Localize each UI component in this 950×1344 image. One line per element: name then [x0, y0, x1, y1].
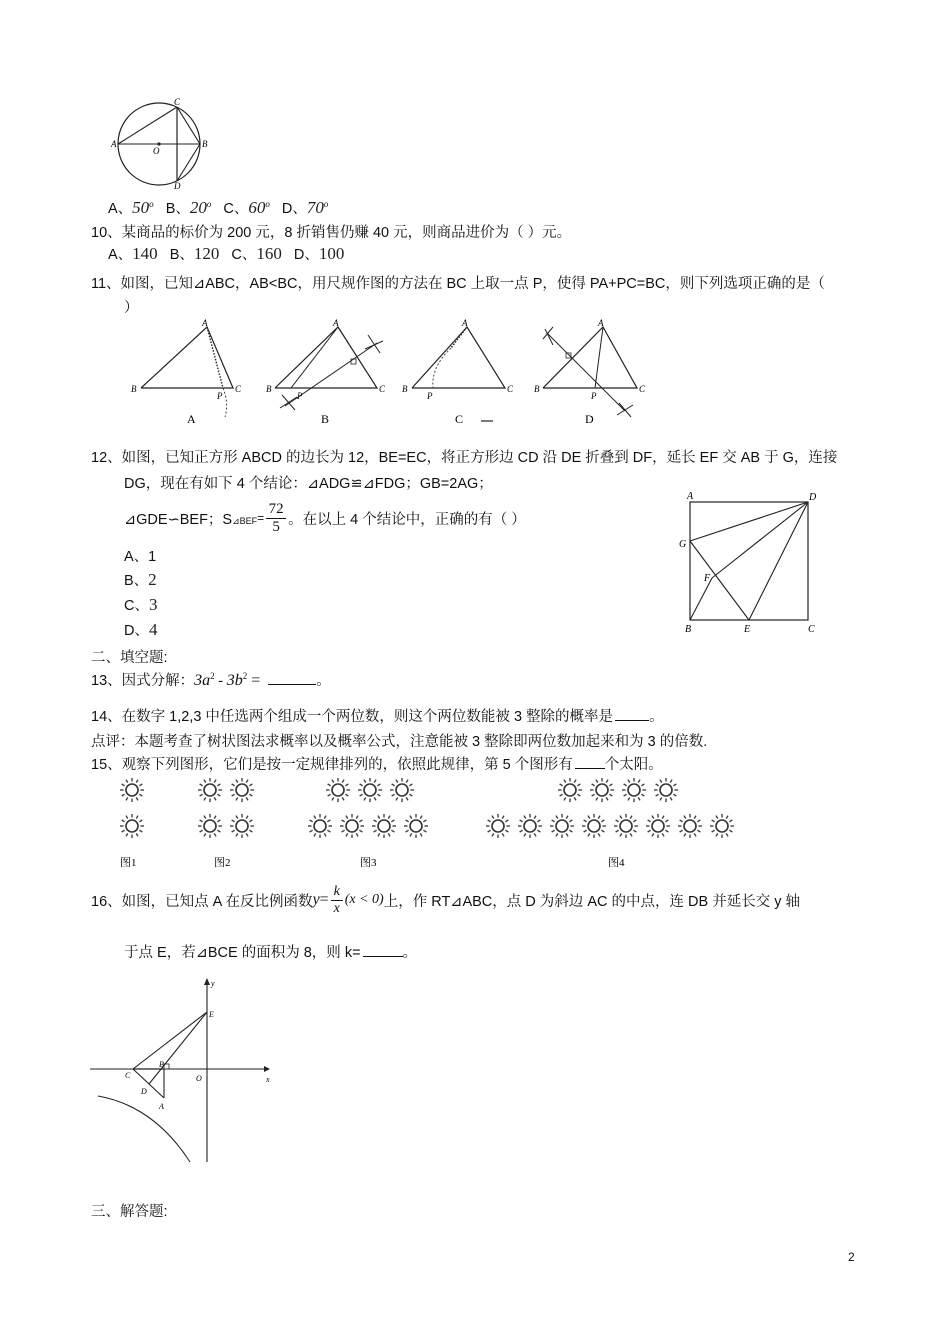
- q12-text-line3: ⊿GDE∽BEF；S ⊿BEF = 72 5 。在以上 4 个结论中，正确的有（ ）: [124, 500, 526, 535]
- q12-option-a[interactable]: A、1: [124, 549, 157, 565]
- svg-text:B: B: [402, 384, 408, 394]
- svg-text:C: C: [379, 384, 386, 394]
- svg-text:y: y: [211, 979, 215, 988]
- q10-text: 10、某商品的标价为 200 元，8 折销售仍赚 40 元，则商品进价为（ ）元。: [91, 225, 572, 241]
- sun-icon: [358, 778, 382, 802]
- q16-answer-blank[interactable]: [363, 943, 403, 957]
- q16-fraction: k x: [331, 884, 343, 917]
- sun-icon: [486, 814, 510, 838]
- svg-text:A: A: [187, 412, 196, 426]
- sun-icon: [558, 778, 582, 802]
- label-d: D: [174, 181, 181, 190]
- svg-text:C: C: [235, 384, 242, 394]
- svg-text:A: A: [598, 318, 604, 328]
- svg-text:D: D: [141, 1087, 147, 1096]
- caption-fig1: 图1: [120, 857, 137, 869]
- q10-options: [108, 243, 344, 264]
- svg-text:P: P: [591, 391, 597, 401]
- q15-suns-figure: [92, 772, 757, 874]
- svg-text:x: x: [266, 1075, 270, 1084]
- q11-figure-c: [402, 318, 514, 426]
- q11-text-line2: ）: [124, 300, 139, 316]
- q9-option-a[interactable]: A、50$^o$: [108, 198, 154, 217]
- comment-text: 点评：本题考查了树状图法求概率以及概率公式，注意能被 3 整除即两位数加起来和为 3 的倍数.: [91, 734, 708, 750]
- svg-text:C: C: [808, 624, 815, 635]
- sun-icon: [390, 778, 414, 802]
- q10-option-a[interactable]: A、140: [108, 244, 158, 263]
- sun-icon: [326, 778, 350, 802]
- svg-text:A: A: [333, 318, 339, 328]
- svg-text:G: G: [679, 539, 687, 550]
- svg-text:B: B: [685, 624, 692, 635]
- label-o: O: [153, 146, 160, 156]
- q12-option-c[interactable]: C、3: [124, 595, 158, 614]
- q15-text: 15、观察下列图形，它们是按一定规律排列的，依照此规律，第 5 个图形有 个太阳。: [91, 757, 663, 773]
- q11-text-line1: 11、如图，已知⊿ABC，AB<BC，用尺规作图的方法在 BC 上取一点 P，使得 PA+PC=BC，则下列选项正确的是（: [91, 276, 825, 292]
- sun-icon: [678, 814, 702, 838]
- q14-text: 14、在数字 1,2,3 中任选两个组成一个两位数，则这个两位数能被 3 整除的概率是 。: [91, 709, 664, 725]
- q16-coordinate-figure: [90, 970, 285, 1168]
- q10-option-c[interactable]: C、160: [231, 244, 282, 263]
- sun-icon: [308, 814, 332, 838]
- caption-fig3: 图3: [360, 857, 377, 869]
- sun-icon: [550, 814, 574, 838]
- svg-text:B: B: [534, 384, 540, 394]
- section-3-title: 三、解答题:: [91, 1204, 168, 1220]
- sun-icon: [646, 814, 670, 838]
- sun-icon: [120, 778, 144, 802]
- svg-text:B: B: [321, 412, 330, 426]
- q9-circle-figure: [108, 95, 218, 190]
- sun-icon: [582, 814, 606, 838]
- svg-text:A: A: [462, 318, 468, 328]
- sun-icon: [120, 814, 144, 838]
- q13-text: 13、因式分解：$3a^2 - 3b^2$ = 。: [91, 671, 331, 689]
- q16-text-line2: 于点 E，若⊿BCE 的面积为 8，则 k= 。: [124, 945, 418, 961]
- caption-fig2: 图2: [214, 857, 231, 869]
- sun-icon: [622, 778, 646, 802]
- q9-option-b[interactable]: B、20$^o$: [165, 198, 212, 217]
- q12-text-line2: DG，现在有如下 4 个结论：⊿ADG≌⊿FDG；GB=2AG；: [124, 476, 493, 492]
- q11-figures: [125, 315, 655, 430]
- q16-text-line1: 16、如图，已知点 A 在反比例函数 y = k x (x < 0) 上，作 RT⊿ABC，点 D 为斜边 AC 的中点，连 DB 并延长交 y 轴: [91, 883, 800, 916]
- sun-icon: [654, 778, 678, 802]
- q10-option-b[interactable]: B、120: [169, 244, 220, 263]
- svg-text:B: B: [131, 384, 137, 394]
- svg-text:P: P: [217, 391, 223, 401]
- sun-icon: [198, 814, 222, 838]
- q12-text-line1: 12、如图，已知正方形 ABCD 的边长为 12，BE=EC，将正方形边 CD 沿 DE 折叠到 DF，延长 EF 交 AB 于 G，连接: [91, 450, 838, 466]
- q12-fraction: 72 5: [266, 501, 286, 536]
- svg-text:E: E: [744, 624, 751, 635]
- svg-text:P: P: [427, 391, 433, 401]
- sun-icon: [590, 778, 614, 802]
- svg-text:A: A: [687, 491, 694, 502]
- label-b: B: [202, 139, 208, 149]
- svg-text:C: C: [507, 384, 514, 394]
- svg-text:B: B: [266, 384, 272, 394]
- sun-icon: [230, 778, 254, 802]
- q10-option-d[interactable]: D、100: [293, 244, 345, 263]
- sun-icon: [404, 814, 428, 838]
- q12-square-figure: [678, 490, 828, 638]
- section-2-title: 二、填空题:: [91, 650, 168, 666]
- svg-text:A: A: [202, 318, 208, 328]
- q12-option-b[interactable]: B、2: [124, 570, 157, 589]
- sun-icon: [372, 814, 396, 838]
- q9-option-c[interactable]: C、60$^o$: [223, 198, 270, 217]
- q11-figure-d: [534, 318, 646, 426]
- svg-text:C: C: [639, 384, 646, 394]
- q9-options: [108, 197, 328, 218]
- svg-text:B: B: [159, 1060, 164, 1069]
- q12-option-d[interactable]: D、4: [124, 620, 158, 639]
- svg-text:C: C: [455, 412, 464, 426]
- svg-text:O: O: [196, 1074, 202, 1083]
- sun-icon: [340, 814, 364, 838]
- q11-figure-b: [266, 318, 386, 426]
- page-number: 2: [848, 1250, 855, 1264]
- svg-text:C: C: [125, 1071, 131, 1080]
- q11-figure-a: [131, 318, 242, 426]
- svg-text:P: P: [297, 391, 303, 401]
- q15-answer-blank[interactable]: [575, 755, 605, 769]
- sun-icon: [710, 814, 734, 838]
- svg-text:D: D: [809, 492, 817, 503]
- sun-icon: [230, 814, 254, 838]
- sun-icon: [198, 778, 222, 802]
- svg-text:A: A: [159, 1102, 164, 1111]
- svg-text:E: E: [209, 1010, 214, 1019]
- svg-text:D: D: [585, 412, 594, 426]
- sun-icon: [614, 814, 638, 838]
- q9-option-d[interactable]: D、70$^o$: [281, 198, 329, 217]
- caption-fig4: 图4: [608, 857, 625, 869]
- label-a: A: [111, 139, 117, 149]
- q14-answer-blank[interactable]: [615, 707, 649, 721]
- q13-answer-blank[interactable]: [268, 671, 316, 685]
- label-c: C: [174, 97, 181, 107]
- svg-text:F: F: [704, 573, 711, 584]
- sun-icon: [518, 814, 542, 838]
